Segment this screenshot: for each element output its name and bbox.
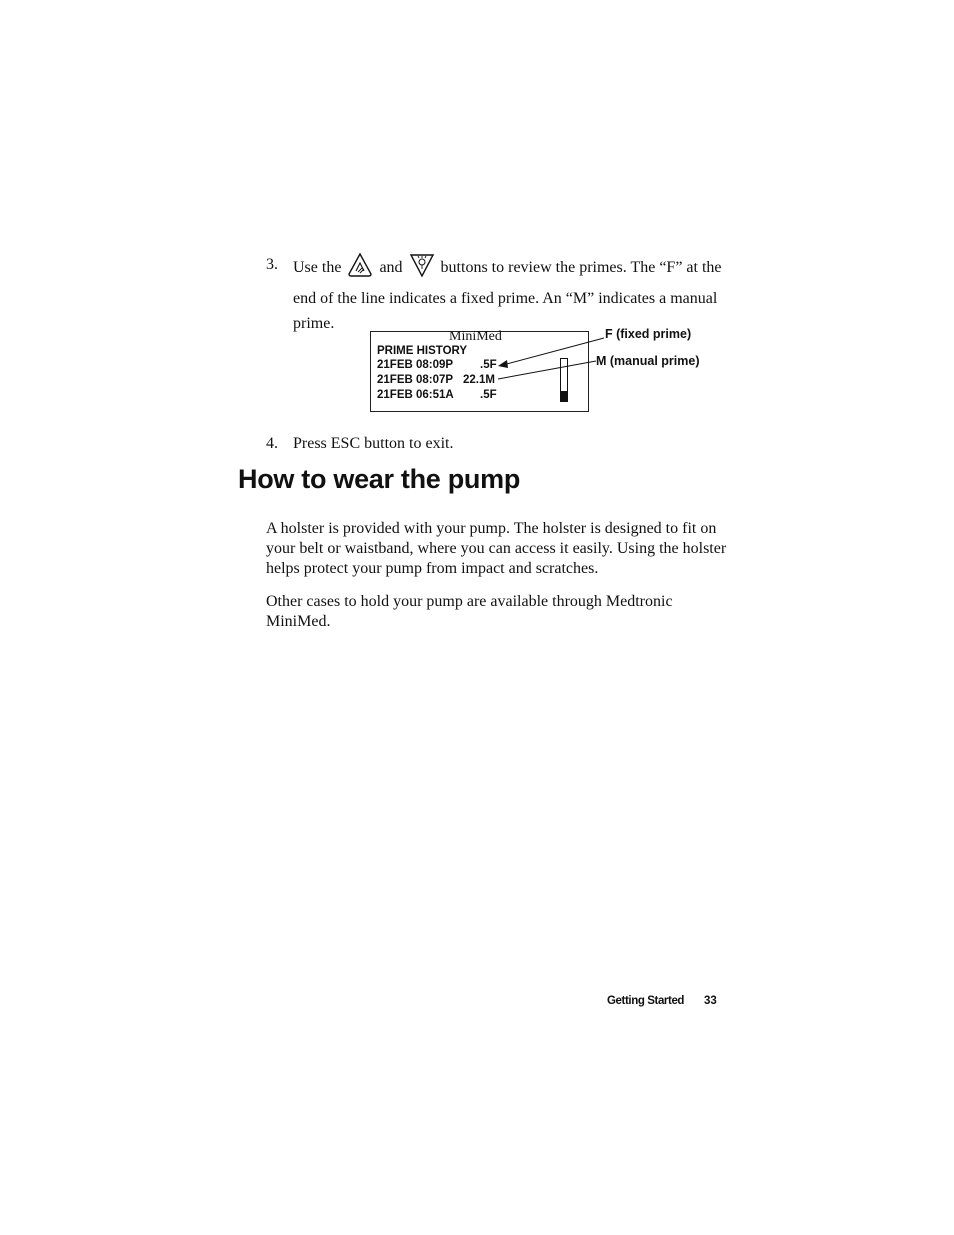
fixed-prime-leader <box>503 338 604 365</box>
screen-title: PRIME HISTORY <box>377 345 468 357</box>
history-row-3-date: 21FEB 06:51A <box>377 389 454 401</box>
footer-section-title: Getting Started <box>607 995 685 1007</box>
pump-brand-label: MiniMed <box>449 329 502 344</box>
callout-manual-prime: M (manual prime) <box>596 354 700 368</box>
section-heading: How to wear the pump <box>238 464 521 494</box>
step-3-text-after: buttons to review the primes. The “F” at the end of the line indicates a fixed prime. An “M” indicates a manual prime. <box>293 259 722 332</box>
history-row-2-date: 21FEB 08:07P <box>377 374 454 386</box>
manual-prime-leader <box>498 361 596 379</box>
paragraph-holster: A holster is provided with your pump. The holster is designed to fit on your belt or waistband, where you can access it easily. Using the holster helps protect your pump from impact and scratches. <box>266 520 727 577</box>
callout-fixed-prime: F (fixed prime) <box>605 327 692 341</box>
step-4-text: Press ESC button to exit. <box>293 435 454 452</box>
history-row-1-date: 21FEB 08:09P <box>377 359 454 371</box>
paragraph-other-cases: Other cases to hold your pump are available through Medtronic MiniMed. <box>266 593 673 630</box>
step-3-text-and: and <box>379 259 403 276</box>
step-3-text-before: Use the <box>293 259 342 276</box>
page-number: 33 <box>704 995 717 1007</box>
step-3-number: 3. <box>266 256 278 273</box>
history-row-1-amount: .5F <box>480 359 497 371</box>
history-row-2-amount: 22.1M <box>463 374 495 386</box>
fixed-prime-arrowhead <box>498 360 508 368</box>
history-row-3-amount: .5F <box>480 389 497 401</box>
step-4-number: 4. <box>266 435 278 452</box>
